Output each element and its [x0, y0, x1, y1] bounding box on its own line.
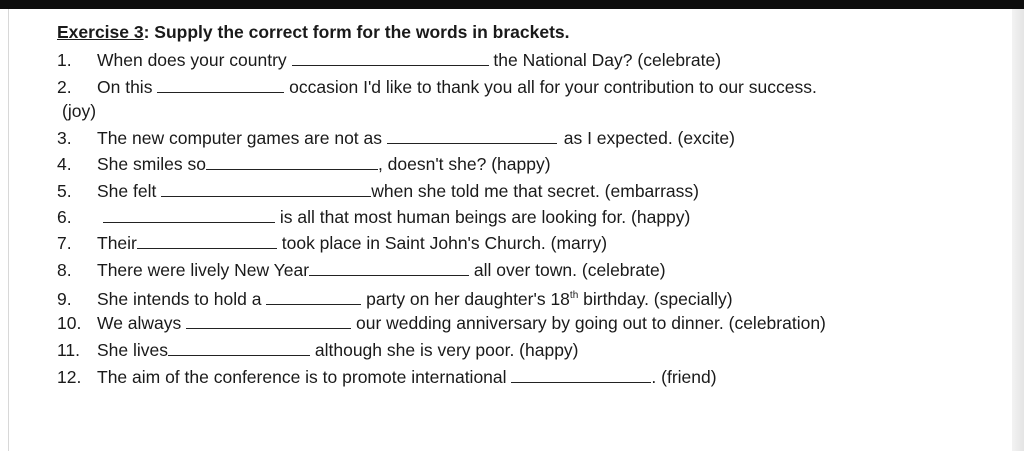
- answer-blank-1[interactable]: [292, 49, 489, 66]
- exercise-item-8: [57, 258, 666, 282]
- item-text-before: We always: [97, 313, 187, 333]
- exercise-item-4: [57, 152, 551, 176]
- item-text-after: the National Day? (celebrate): [488, 50, 722, 70]
- answer-blank-3[interactable]: [387, 127, 557, 144]
- answer-blank-8[interactable]: [309, 259, 469, 276]
- item-text-after: although she is very poor. (happy): [310, 340, 579, 360]
- item-number: 2.: [57, 77, 72, 97]
- answer-blank-2[interactable]: [157, 76, 284, 93]
- exercise-item-10: [57, 311, 826, 335]
- exercise-item-1: [57, 48, 721, 72]
- exercise-instruction: : Supply the correct form for the words in brackets.: [143, 22, 570, 42]
- item-text-before: On this: [97, 77, 158, 97]
- item-text-before: Their: [97, 233, 137, 253]
- exercise-item-5: [57, 179, 699, 203]
- item-text-after: all over town. (celebrate): [469, 260, 666, 280]
- exercise-item-9: [57, 284, 733, 308]
- item-text-after: party on her daughter's 18: [361, 288, 570, 309]
- item-text-after: occasion I'd like to thank you all for your contribution to our success.: [284, 77, 817, 97]
- item-text-after: as I expected. (excite): [558, 128, 735, 148]
- item-number: 12.: [57, 367, 82, 387]
- item-text-before: She lives: [97, 340, 169, 360]
- item-text-after: took place in Saint John's Church. (marry): [276, 233, 608, 253]
- item-number: 11.: [57, 340, 81, 360]
- item-text-after: is all that most human beings are looking for. (happy): [275, 207, 691, 227]
- page-edge-shadow: [1012, 9, 1024, 451]
- exercise-item-7: [57, 231, 607, 255]
- item-text-after: when she told me that secret. (embarrass): [371, 181, 699, 201]
- item-text-after: , doesn't she? (happy): [377, 154, 551, 174]
- item-number: 10.: [57, 313, 82, 333]
- item-number: 1.: [57, 50, 72, 70]
- item-number: 7.: [57, 233, 72, 253]
- answer-blank-5[interactable]: [161, 180, 371, 197]
- item-text-after: . (friend): [651, 367, 717, 387]
- item-number: 4.: [57, 154, 72, 174]
- answer-blank-6[interactable]: [103, 206, 275, 223]
- exercise-item-12: [57, 365, 717, 389]
- answer-blank-10[interactable]: [186, 312, 351, 329]
- item-text-before: There were lively New Year: [97, 260, 310, 280]
- exercise-heading: [57, 22, 570, 43]
- item-number: 3.: [57, 128, 72, 148]
- item-number: 6.: [57, 207, 72, 227]
- item-text-before: She felt: [97, 181, 162, 201]
- item-text-before: She smiles so: [97, 154, 206, 174]
- answer-blank-9[interactable]: [266, 288, 361, 305]
- exercise-item-11: [57, 338, 579, 362]
- item-text-before: She intends to hold a: [97, 288, 267, 309]
- item-text-before: The new computer games are not as: [97, 128, 387, 148]
- item-number: 9.: [57, 288, 72, 309]
- answer-blank-12[interactable]: [511, 366, 651, 383]
- top-dark-band: [0, 0, 1024, 9]
- item-number: 8.: [57, 260, 72, 280]
- exercise-label: Exercise 3: [57, 22, 144, 42]
- item-hint: (joy): [62, 101, 97, 121]
- exercise-item-6: [57, 205, 690, 229]
- answer-blank-4[interactable]: [206, 153, 378, 170]
- exercise-item-3: [57, 126, 735, 150]
- item-text-before: When does your country: [97, 50, 292, 70]
- answer-blank-11[interactable]: [168, 339, 310, 356]
- ordinal-suffix: th: [569, 290, 579, 301]
- item-text-after-2: birthday. (specially): [578, 288, 733, 309]
- exercise-item-2: [57, 75, 817, 99]
- exercise-item-2-continued: [62, 99, 96, 123]
- item-text-after: our wedding anniversary by going out to dinner. (celebration): [351, 313, 826, 333]
- item-text-before: The aim of the conference is to promote international: [97, 367, 512, 387]
- answer-blank-7[interactable]: [137, 232, 277, 249]
- item-number: 5.: [57, 181, 72, 201]
